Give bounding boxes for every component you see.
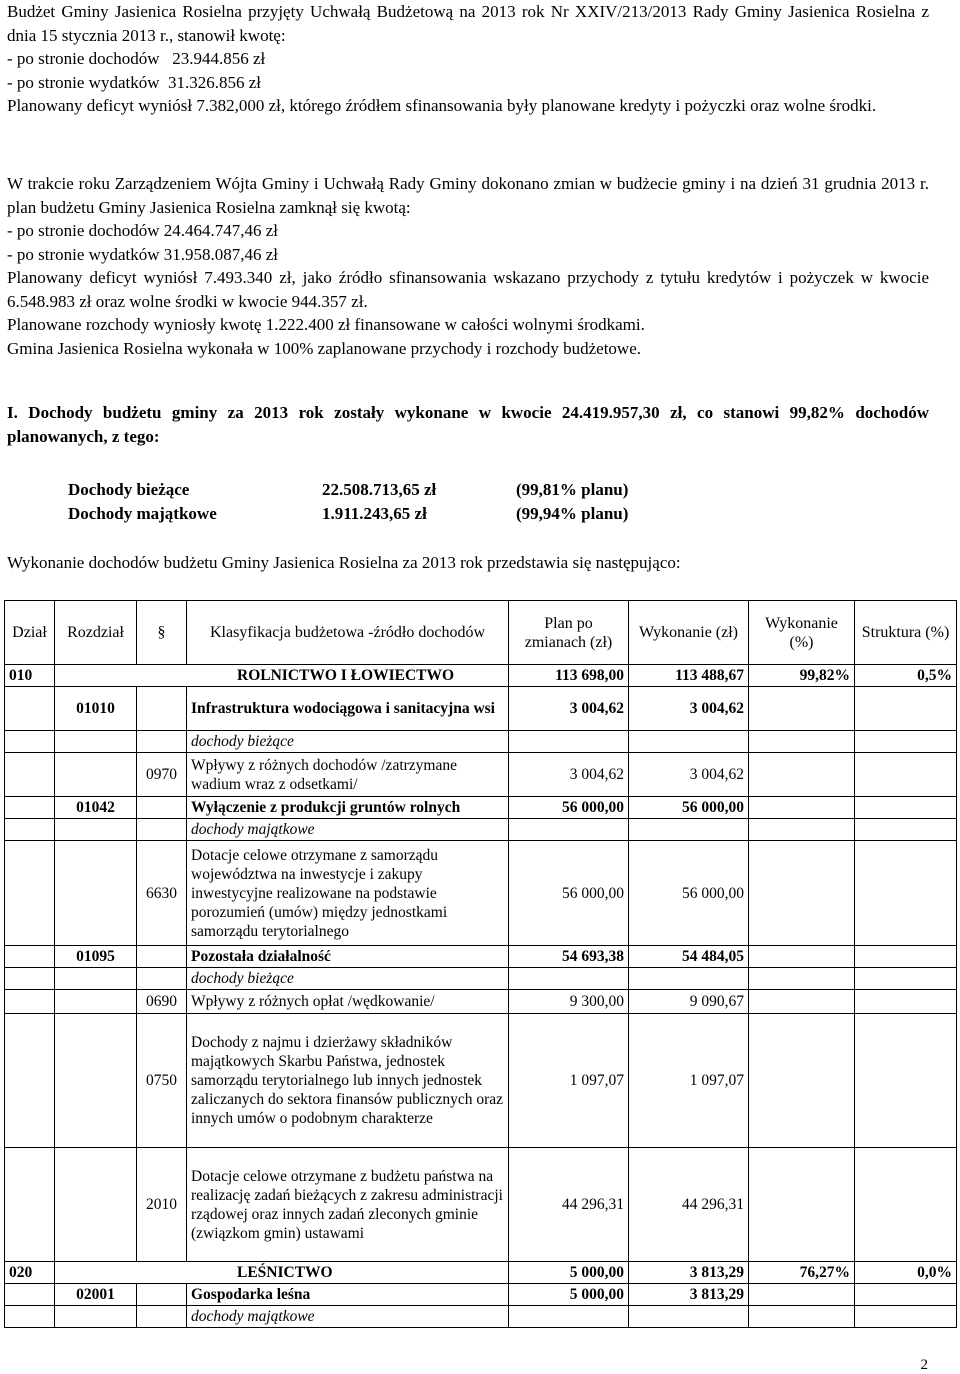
changes-line-3: - po stronie wydatków 31.958.087,46 zł [7,244,279,264]
cell-rozdzial: 01010 [55,687,137,731]
table-row-dzial-010 [5,665,957,687]
intro-line-2: - po stronie dochodów 23.944.856 zł [7,49,266,68]
summary-label: Dochody bieżące [68,480,190,499]
cell-dzial: 010 [5,665,55,687]
changes-paragraph [7,172,929,360]
cell-plan: 3 004,62 [509,687,629,731]
cell-plan: 56 000,00 [509,841,629,946]
cell-name: ROLNICTWO I ŁOWIECTWO [55,665,509,687]
cell-struktura: 0,0% [855,1262,957,1284]
cell-subheading: dochody majątkowe [187,819,509,841]
changes-line-5: Planowane rozchody wyniosły kwotę 1.222.400 zł finansowane w całości wolnymi środkami. [7,315,645,334]
cell-plan: 54 693,38 [509,946,629,968]
header-paragraf: § [137,601,187,665]
table-row-rozdzial-01095 [5,946,957,968]
cell-wykonanie: 3 813,29 [629,1262,749,1284]
changes-line-1: W trakcie roku Zarządzeniem Wójta Gminy i Uchwałą Rady Gminy dokonano zmian w budżecie gminy i na dzień 31 grudnia 2013 r. plan budżetu Gminy Jasienica Rosielna zamknął się kwotą: [7,174,929,217]
section-heading: I. Dochody budżetu gminy za 2013 rok zostały wykonane w kwocie 24.419.957,30 zł, co stanowi 99,82% dochodów planowanych, z tego: [7,403,929,446]
changes-line-2: - po stronie dochodów 24.464.747,46 zł [7,221,279,240]
changes-line-4: Planowany deficyt wyniósł 7.493.340 zł, jako źródło sfinansowania wskazano przychody z tytułu kredytów i pożyczek w kwocie 6.548.983 zł oraz wolne środki w kwocie 944.357 zł. [7,268,929,311]
intro-paragraph [7,0,929,118]
cell-plan: 5 000,00 [509,1284,629,1306]
summary-amount: 1.911.243,65 zł [322,504,427,523]
cell-name: LEŚNICTWO [55,1262,509,1284]
cell-plan: 56 000,00 [509,797,629,819]
cell-rozdzial: 01042 [55,797,137,819]
cell-paragraf: 6630 [137,841,187,946]
cell-wykonanie: 9 090,67 [629,990,749,1014]
header-struktura: Struktura (%) [855,601,957,665]
table-row-paragraf-2010 [5,1148,957,1262]
cell-paragraf: 0750 [137,1014,187,1148]
cell-wykonanie: 1 097,07 [629,1014,749,1148]
cell-plan: 44 296,31 [509,1148,629,1262]
cell-subheading: dochody bieżące [187,968,509,990]
cell-plan: 1 097,07 [509,1014,629,1148]
intro-line-1: Budżet Gminy Jasienica Rosielna przyjęty Uchwałą Budżetową na 2013 rok Nr XXIV/213/2013 Rady Gminy Jasienica Rosielna z dnia 15 stycznia 2013 r., stanowił kwotę: [7,2,929,45]
cell-name: Dochody z najmu i dzierżawy składników majątkowych Skarbu Państwa, jednostek samorządu terytorialnego lub innych jednostek zaliczanych do sektora finansów publicznych oraz innych umów o podobnym charakterze [187,1014,509,1148]
cell-rozdzial: 02001 [55,1284,137,1306]
summary-label: Dochody majątkowe [68,504,217,523]
cell-wykonanie: 44 296,31 [629,1148,749,1262]
header-klasyfikacja: Klasyfikacja budżetowa -źródło dochodów [187,601,509,665]
budget-table [4,600,957,1328]
cell-subheading: dochody majątkowe [187,1306,509,1328]
changes-line-6: Gmina Jasienica Rosielna wykonała w 100% zaplanowane przychody i rozchody budżetowe. [7,338,641,358]
header-plan: Plan po zmianach (zł) [509,601,629,665]
summary-percent: (99,81% planu) [516,480,629,499]
cell-struktura: 0,5% [855,665,957,687]
table-row-subheading [5,731,957,753]
cell-wykonanie: 3 004,62 [629,753,749,797]
cell-name: Gospodarka leśna [187,1284,509,1306]
table-row-paragraf-6630 [5,841,957,946]
cell-name: Pozostała działalność [187,946,509,968]
header-rozdzial: Rozdział [55,601,137,665]
header-wykonanie-zl: Wykonanie (zł) [629,601,749,665]
cell-name: Infrastruktura wodociągowa i sanitacyjna wsi [187,687,509,731]
table-row-rozdzial-01042 [5,797,957,819]
cell-wykonanie: 113 488,67 [629,665,749,687]
cell-plan: 113 698,00 [509,665,629,687]
intro-line-3: - po stronie wydatków 31.326.856 zł [7,72,262,92]
cell-dzial: 020 [5,1262,55,1284]
header-dzial: Dział [5,601,55,665]
cell-wykonanie: 56 000,00 [629,797,749,819]
cell-plan: 5 000,00 [509,1262,629,1284]
cell-plan: 3 004,62 [509,753,629,797]
table-row-subheading [5,968,957,990]
table-header-row [5,601,957,665]
summary-percent: (99,94% planu) [516,504,629,523]
cell-wykonanie: 3 813,29 [629,1284,749,1306]
cell-wykonanie-pct: 76,27% [749,1262,855,1284]
table-row-paragraf-0970 [5,753,957,797]
table-row-paragraf-0750 [5,1014,957,1148]
summary-amount: 22.508.713,65 zł [322,480,437,499]
table-row-dzial-020 [5,1262,957,1284]
table-row-subheading [5,1306,957,1328]
cell-paragraf: 2010 [137,1148,187,1262]
cell-paragraf: 0690 [137,990,187,1014]
table-row-rozdzial-02001 [5,1284,957,1306]
cell-name: Wyłączenie z produkcji gruntów rolnych [187,797,509,819]
table-row-paragraf-0690 [5,990,957,1014]
table-row-rozdzial-01010 [5,687,957,731]
table-row-subheading [5,819,957,841]
cell-name: Dotacje celowe otrzymane z samorządu województwa na inwestycje i zakupy inwestycyjne realizowane na podstawie porozumień (umów) między jednostkami samorządu terytorialnego [187,841,509,946]
cell-wykonanie: 54 484,05 [629,946,749,968]
cell-wykonanie: 3 004,62 [629,687,749,731]
intro-line-4: Planowany deficyt wyniósł 7.382,000 zł, którego źródłem sfinansowania były planowane kredyty i pożyczki oraz wolne środki. [7,96,877,115]
cell-name: Wpływy z różnych opłat /wędkowanie/ [187,990,509,1014]
cell-name: Wpływy z różnych dochodów /zatrzymane wadium wraz z odsetkami/ [187,753,509,797]
cell-subheading: dochody bieżące [187,731,509,753]
table-intro: Wykonanie dochodów budżetu Gminy Jasienica Rosielna za 2013 rok przedstawia się następująco: [7,553,681,572]
cell-name: Dotacje celowe otrzymane z budżetu państwa na realizację zadań bieżących z zakresu administracji rządowej oraz innych zadań zleconych gminie (związkom gmin) ustawami [187,1148,509,1262]
cell-wykonanie: 56 000,00 [629,841,749,946]
cell-wykonanie-pct: 99,82% [749,665,855,687]
page-number: 2 [920,1357,928,1373]
cell-paragraf: 0970 [137,753,187,797]
cell-rozdzial: 01095 [55,946,137,968]
header-wykonanie-pct: Wykonanie (%) [749,601,855,665]
cell-plan: 9 300,00 [509,990,629,1014]
